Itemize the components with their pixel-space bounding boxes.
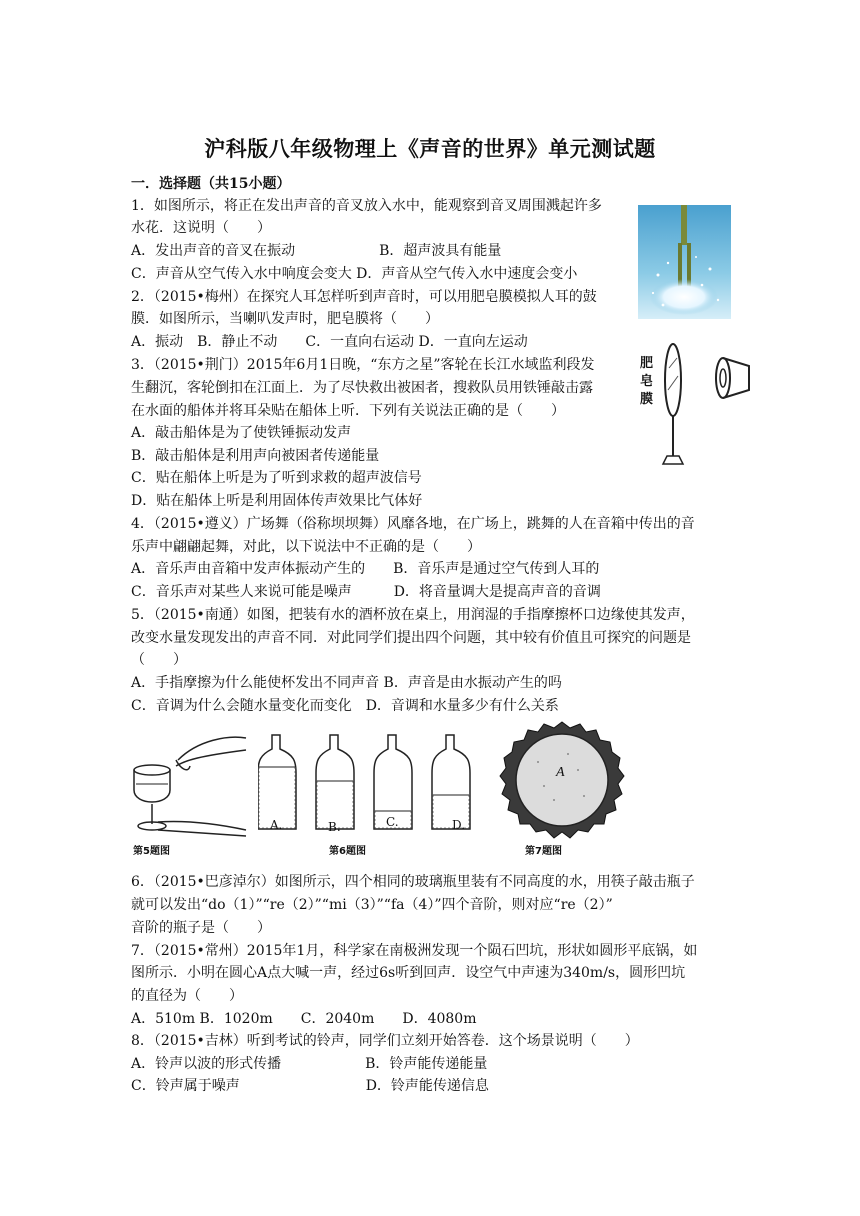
q5-option-cd: C．音调为什么会随水量变化而变化 D．音调和水量多少有什么关系 xyxy=(131,698,559,714)
meteor-crater-figure xyxy=(498,720,626,842)
wine-glass-hand-figure xyxy=(128,720,248,860)
q1-line2: 水花．这说明（ ） xyxy=(131,220,271,236)
q1-line1: 1．如图所示，将正在发出声音的音叉放入水中，能观察到音叉周围溅起许多 xyxy=(131,198,602,214)
bottle-label-b: B. xyxy=(328,820,341,834)
q5-option-ab: A．手指摩擦为什么能使杯发出不同声音 B．声音是由水振动产生的吗 xyxy=(131,675,562,691)
q6-line3: 音阶的瓶子是（ ） xyxy=(131,920,271,936)
q5-line2: 改变水量发现发出的声音不同．对此同学们提出四个问题，其中较有价值且可探究的问题是 xyxy=(131,630,691,646)
q7-line1: 7．（2015•常州）2015年1月，科学家在南极洲发现一个陨石凹坑，形状如圆形平底锅，如 xyxy=(131,943,698,959)
bottle-label-c: C. xyxy=(386,815,399,829)
q3-option-c: C．贴在船体上听是为了听到求救的超声波信号 xyxy=(131,470,422,486)
soap-film-speaker-figure xyxy=(655,340,755,470)
q3-option-b: B．敲击船体是利用声向被困者传递能量 xyxy=(131,448,380,464)
q6-line2: 就可以发出“do（1）”“re（2）”“mi（3）”“fa（4）”四个音阶，则对应“re（2）” xyxy=(131,897,613,913)
q8-option-ab: A．铃声以波的形式传播 B．铃声能传递能量 xyxy=(131,1056,488,1072)
q8-line1: 8．（2015•吉林）听到考试的铃声，同学们立刻开始答卷．这个场景说明（ ） xyxy=(131,1033,639,1049)
bottle-d xyxy=(432,735,470,829)
q1-option-cd: C．声音从空气传入水中响度会变大 D．声音从空气传入水中速度会变小 xyxy=(131,266,578,282)
q5-line3: （ ） xyxy=(131,652,187,668)
q7-line2: 图所示．小明在圆心A点大喊一声，经过6s听到回声．设空气中声速为340m/s，圆形凹坑 xyxy=(131,965,686,981)
q4-line2: 乐声中翩翩起舞，对此，以下说法中不正确的是（ ） xyxy=(131,539,481,555)
q2-line1: 2．（2015•梅州）在探究人耳怎样听到声音时，可以用肥皂膜模拟人耳的鼓 xyxy=(131,289,597,305)
bottle-label-a: A. xyxy=(270,818,283,832)
q3-line1: 3．（2015•荆门）2015年6月1日晚，“东方之星”客轮在长江水域监利段发 xyxy=(131,357,595,373)
bottle-label-d: D. xyxy=(452,818,466,832)
q3-line2: 生翻沉，客轮倒扣在江面上．为了尽快救出被困者，搜救队员用铁锤敲击露 xyxy=(131,380,593,396)
section-heading: 一．选择题（共15小题） xyxy=(131,176,291,192)
q7-line3: 的直径为（ ） xyxy=(131,988,243,1004)
q2-line2: 膜．如图所示，当喇叭发声时，肥皂膜将（ ） xyxy=(131,311,439,327)
caption-fig7: 第7题图 xyxy=(525,846,562,857)
caption-fig6: 第6题图 xyxy=(329,846,366,857)
caption-fig5: 第5题图 xyxy=(133,846,170,857)
q6-line1: 6．（2015•巴彦淖尔）如图所示，四个相同的玻璃瓶里装有不同高度的水，用筷子敲击瓶子 xyxy=(131,874,695,890)
q2-options: A．振动 B．静止不动 C．一直向右运动 D．一直向左运动 xyxy=(131,334,528,350)
tuning-fork-water-figure xyxy=(638,205,731,319)
soap-film-label: 肥 皂 膜 xyxy=(640,356,654,407)
q8-option-cd: C．铃声属于噪声 D．铃声能传递信息 xyxy=(131,1078,489,1094)
bottle-a xyxy=(258,735,296,829)
q3-line3: 在水面的船体并将耳朵贴在船体上听．下列有关说法正确的是（ ） xyxy=(131,403,565,419)
q4-option-ab: A．音乐声由音箱中发声体振动产生的 B．音乐声是通过空气传到人耳的 xyxy=(131,561,600,577)
q3-option-d: D．贴在船体上听是利用固体传声效果比气体好 xyxy=(131,493,423,509)
q3-option-a: A．敲击船体是为了使铁锤振动发声 xyxy=(131,425,352,441)
q1-option-ab: A．发出声音的音叉在振动 B．超声波具有能量 xyxy=(131,243,502,259)
q4-line1: 4．（2015•遵义）广场舞（俗称坝坝舞）风靡各地，在广场上，跳舞的人在音箱中传出的音 xyxy=(131,516,695,532)
page-title: 沪科版八年级物理上《声音的世界》单元测试题 xyxy=(204,136,656,161)
q4-option-cd: C．音乐声对某些人来说可能是噪声 D．将音量调大是提高声音的音调 xyxy=(131,584,601,600)
q5-line1: 5．（2015•南通）如图，把装有水的酒杯放在桌上，用润湿的手指摩擦杯口边缘使其发声， xyxy=(131,607,695,623)
four-bottles-figure xyxy=(258,733,483,833)
crater-center-label: A xyxy=(556,765,565,780)
bottle-b xyxy=(316,735,354,829)
q7-options: A．510m B．1020m C．2040m D．4080m xyxy=(131,1011,477,1027)
